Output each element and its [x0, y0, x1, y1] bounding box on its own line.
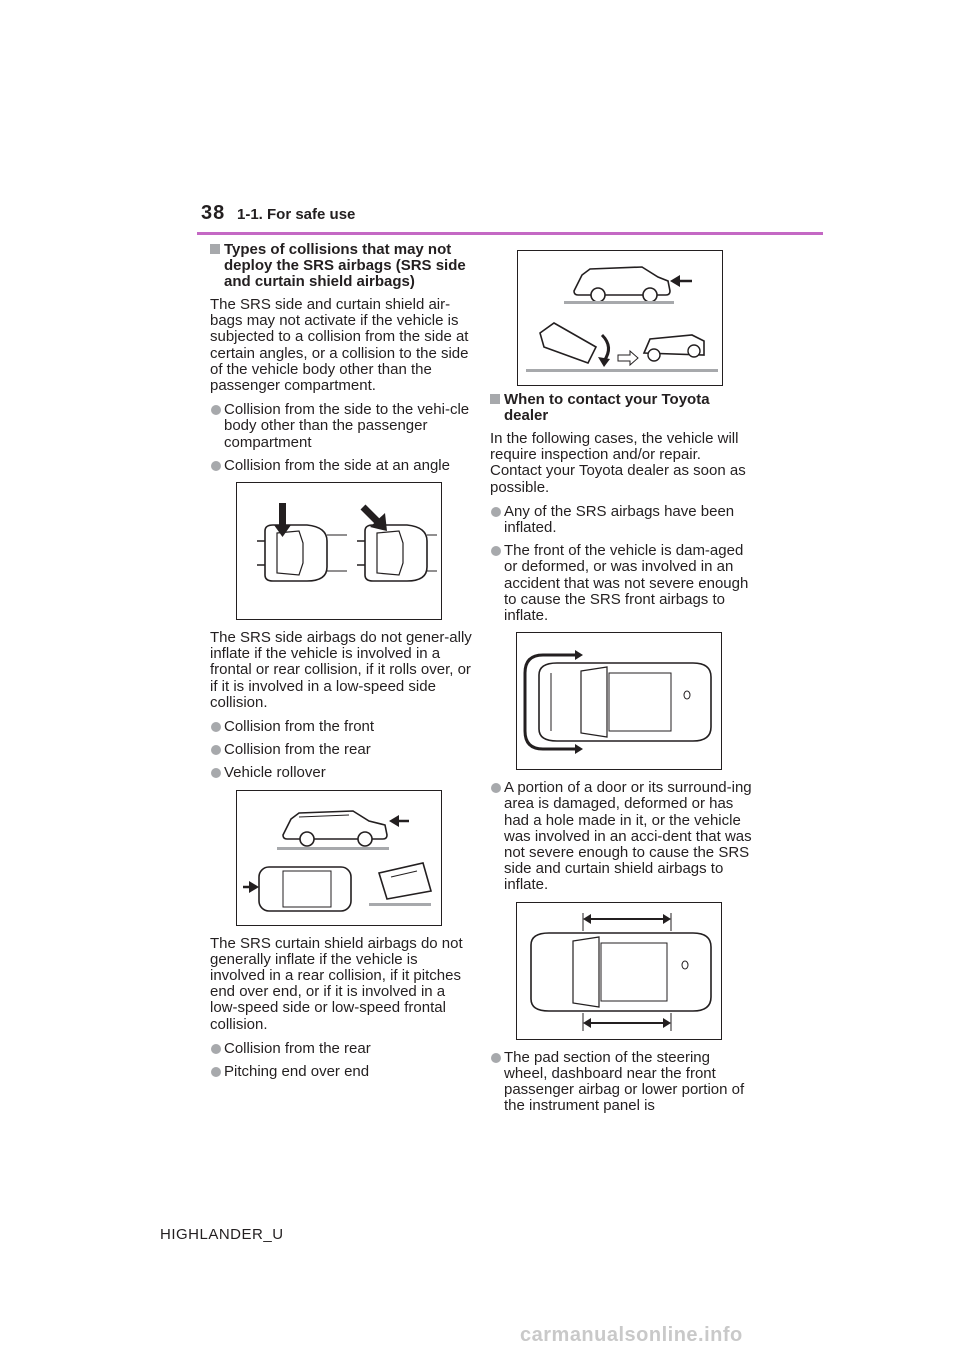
left-column — [210, 242, 472, 1087]
list-item — [210, 765, 472, 781]
front-rear-rollover-figure — [236, 790, 442, 926]
bullet-dot-icon — [211, 1067, 221, 1077]
bullet-dot-icon — [491, 546, 501, 556]
list-item — [490, 1050, 752, 1115]
list-item — [210, 402, 472, 451]
side-collision-car-icon — [257, 525, 347, 581]
rear-arrow-icon — [389, 815, 409, 827]
side-view-suv-icon — [574, 267, 670, 302]
page-number: 38 — [201, 202, 226, 224]
ground-line — [526, 369, 718, 372]
bullet-dot-icon — [491, 1053, 501, 1063]
collision-types-intro: The SRS side and curtain shield air-bags may not activate if the vehicle is subjected to a collision from the side at certain angles, or a collision to the side of the vehicle body other than the passenger compartment. — [210, 296, 469, 395]
list-item-text: Collision from the side at an angle — [224, 456, 450, 474]
collision-types-heading-text: Types of collisions that may not deploy the SRS airbags (SRS side and curtain shield airbags) — [224, 241, 466, 290]
side-airbag-paragraph: The SRS side airbags do not gener-ally inflate if the vehicle is involved in a frontal or rear collision, if it rolls over, or if it is involved in a low-speed side collision. — [210, 629, 472, 711]
list-item — [210, 1064, 472, 1080]
list-item-text: Pitching end over end — [224, 1063, 370, 1081]
rear-arrow-icon — [670, 275, 692, 287]
angle-collision-car-icon — [357, 525, 437, 581]
list-item — [210, 458, 472, 474]
list-item-text: The front of the vehicle is dam-aged or deformed, or was involved in an accident that was not severe enough to cause the SRS front airbags to inflate. — [504, 542, 749, 625]
list-item — [490, 543, 752, 624]
list-item-text: Collision from the rear — [224, 741, 371, 759]
bullet-dot-icon — [211, 745, 221, 755]
list-item-text: A portion of a door or its surround-ing area is damaged, deformed or has had a hole made in it, or the vehicle was involved in an acci-dent that was not severe enough to cause the SRS side and curtain shield airbags to inflate. — [504, 779, 752, 894]
bullet-dot-icon — [211, 405, 221, 415]
list-item-text: Vehicle rollover — [224, 764, 326, 782]
front-arrow-icon — [243, 881, 259, 893]
header-rule — [197, 232, 823, 235]
bullet-dot-icon — [491, 783, 501, 793]
right-column — [490, 392, 752, 1121]
list-item-text: The pad section of the steering wheel, dashboard near the front passenger airbag or lower portion of the instrument panel is — [504, 1048, 745, 1115]
top-view-suv-icon — [259, 867, 351, 911]
curved-arrow-icon — [598, 335, 610, 367]
door-area-arrow-icon — [583, 913, 671, 931]
list-item-text: Any of the SRS airbags have been inflated. — [504, 502, 735, 537]
rear-pitching-figure — [517, 250, 723, 386]
door-area-arrow-icon — [583, 1013, 671, 1031]
flipped-suv-icon — [644, 335, 704, 361]
top-view-suv-icon — [531, 933, 711, 1011]
front-damage-figure — [516, 632, 722, 770]
footer-model: HIGHLANDER_U — [160, 1226, 284, 1243]
side-angle-collision-figure — [236, 482, 442, 620]
list-item — [490, 780, 752, 893]
bullet-dot-icon — [211, 722, 221, 732]
ground-line — [564, 301, 674, 304]
contact-dealer-intro: In the following cases, the vehicle will require inspection and/or repair. Contact your Toyota dealer as soon as possible. — [490, 430, 746, 496]
side-view-suv-icon — [283, 811, 387, 846]
list-item-text: Collision from the side to the vehi-cle body other than the passenger compartment — [224, 401, 470, 451]
top-view-suv-icon — [539, 663, 711, 741]
section-title: 1-1. For safe use — [237, 206, 356, 223]
square-bullet-icon — [490, 394, 500, 404]
bullet-dot-icon — [211, 1044, 221, 1054]
bullet-dot-icon — [211, 768, 221, 778]
list-item — [210, 719, 472, 735]
ground-line — [369, 903, 431, 906]
ground-line — [277, 847, 389, 850]
collision-types-heading — [210, 242, 472, 290]
list-item-text: Collision from the front — [224, 718, 375, 736]
contact-dealer-heading-text: When to contact your Toyota dealer — [504, 391, 710, 424]
contact-dealer-heading — [490, 392, 752, 424]
list-item — [210, 742, 472, 758]
list-item — [210, 1041, 472, 1057]
bullet-dot-icon — [211, 461, 221, 471]
rollover-suv-icon — [379, 863, 431, 899]
list-item-text: Collision from the rear — [224, 1039, 371, 1057]
bullet-dot-icon — [491, 507, 501, 517]
door-damage-figure — [516, 902, 722, 1040]
watermark: carmanualsonline.info — [520, 1324, 743, 1346]
curtain-airbag-paragraph: The SRS curtain shield airbags do not generally inflate if the vehicle is involved in a rear collision, if it pitches end over end, or if it is involved in a low-speed side or low-speed frontal collision. — [210, 934, 463, 1033]
outline-arrow-icon — [618, 351, 638, 365]
list-item — [490, 504, 752, 536]
square-bullet-icon — [210, 244, 220, 254]
pitching-suv-icon — [540, 323, 596, 363]
